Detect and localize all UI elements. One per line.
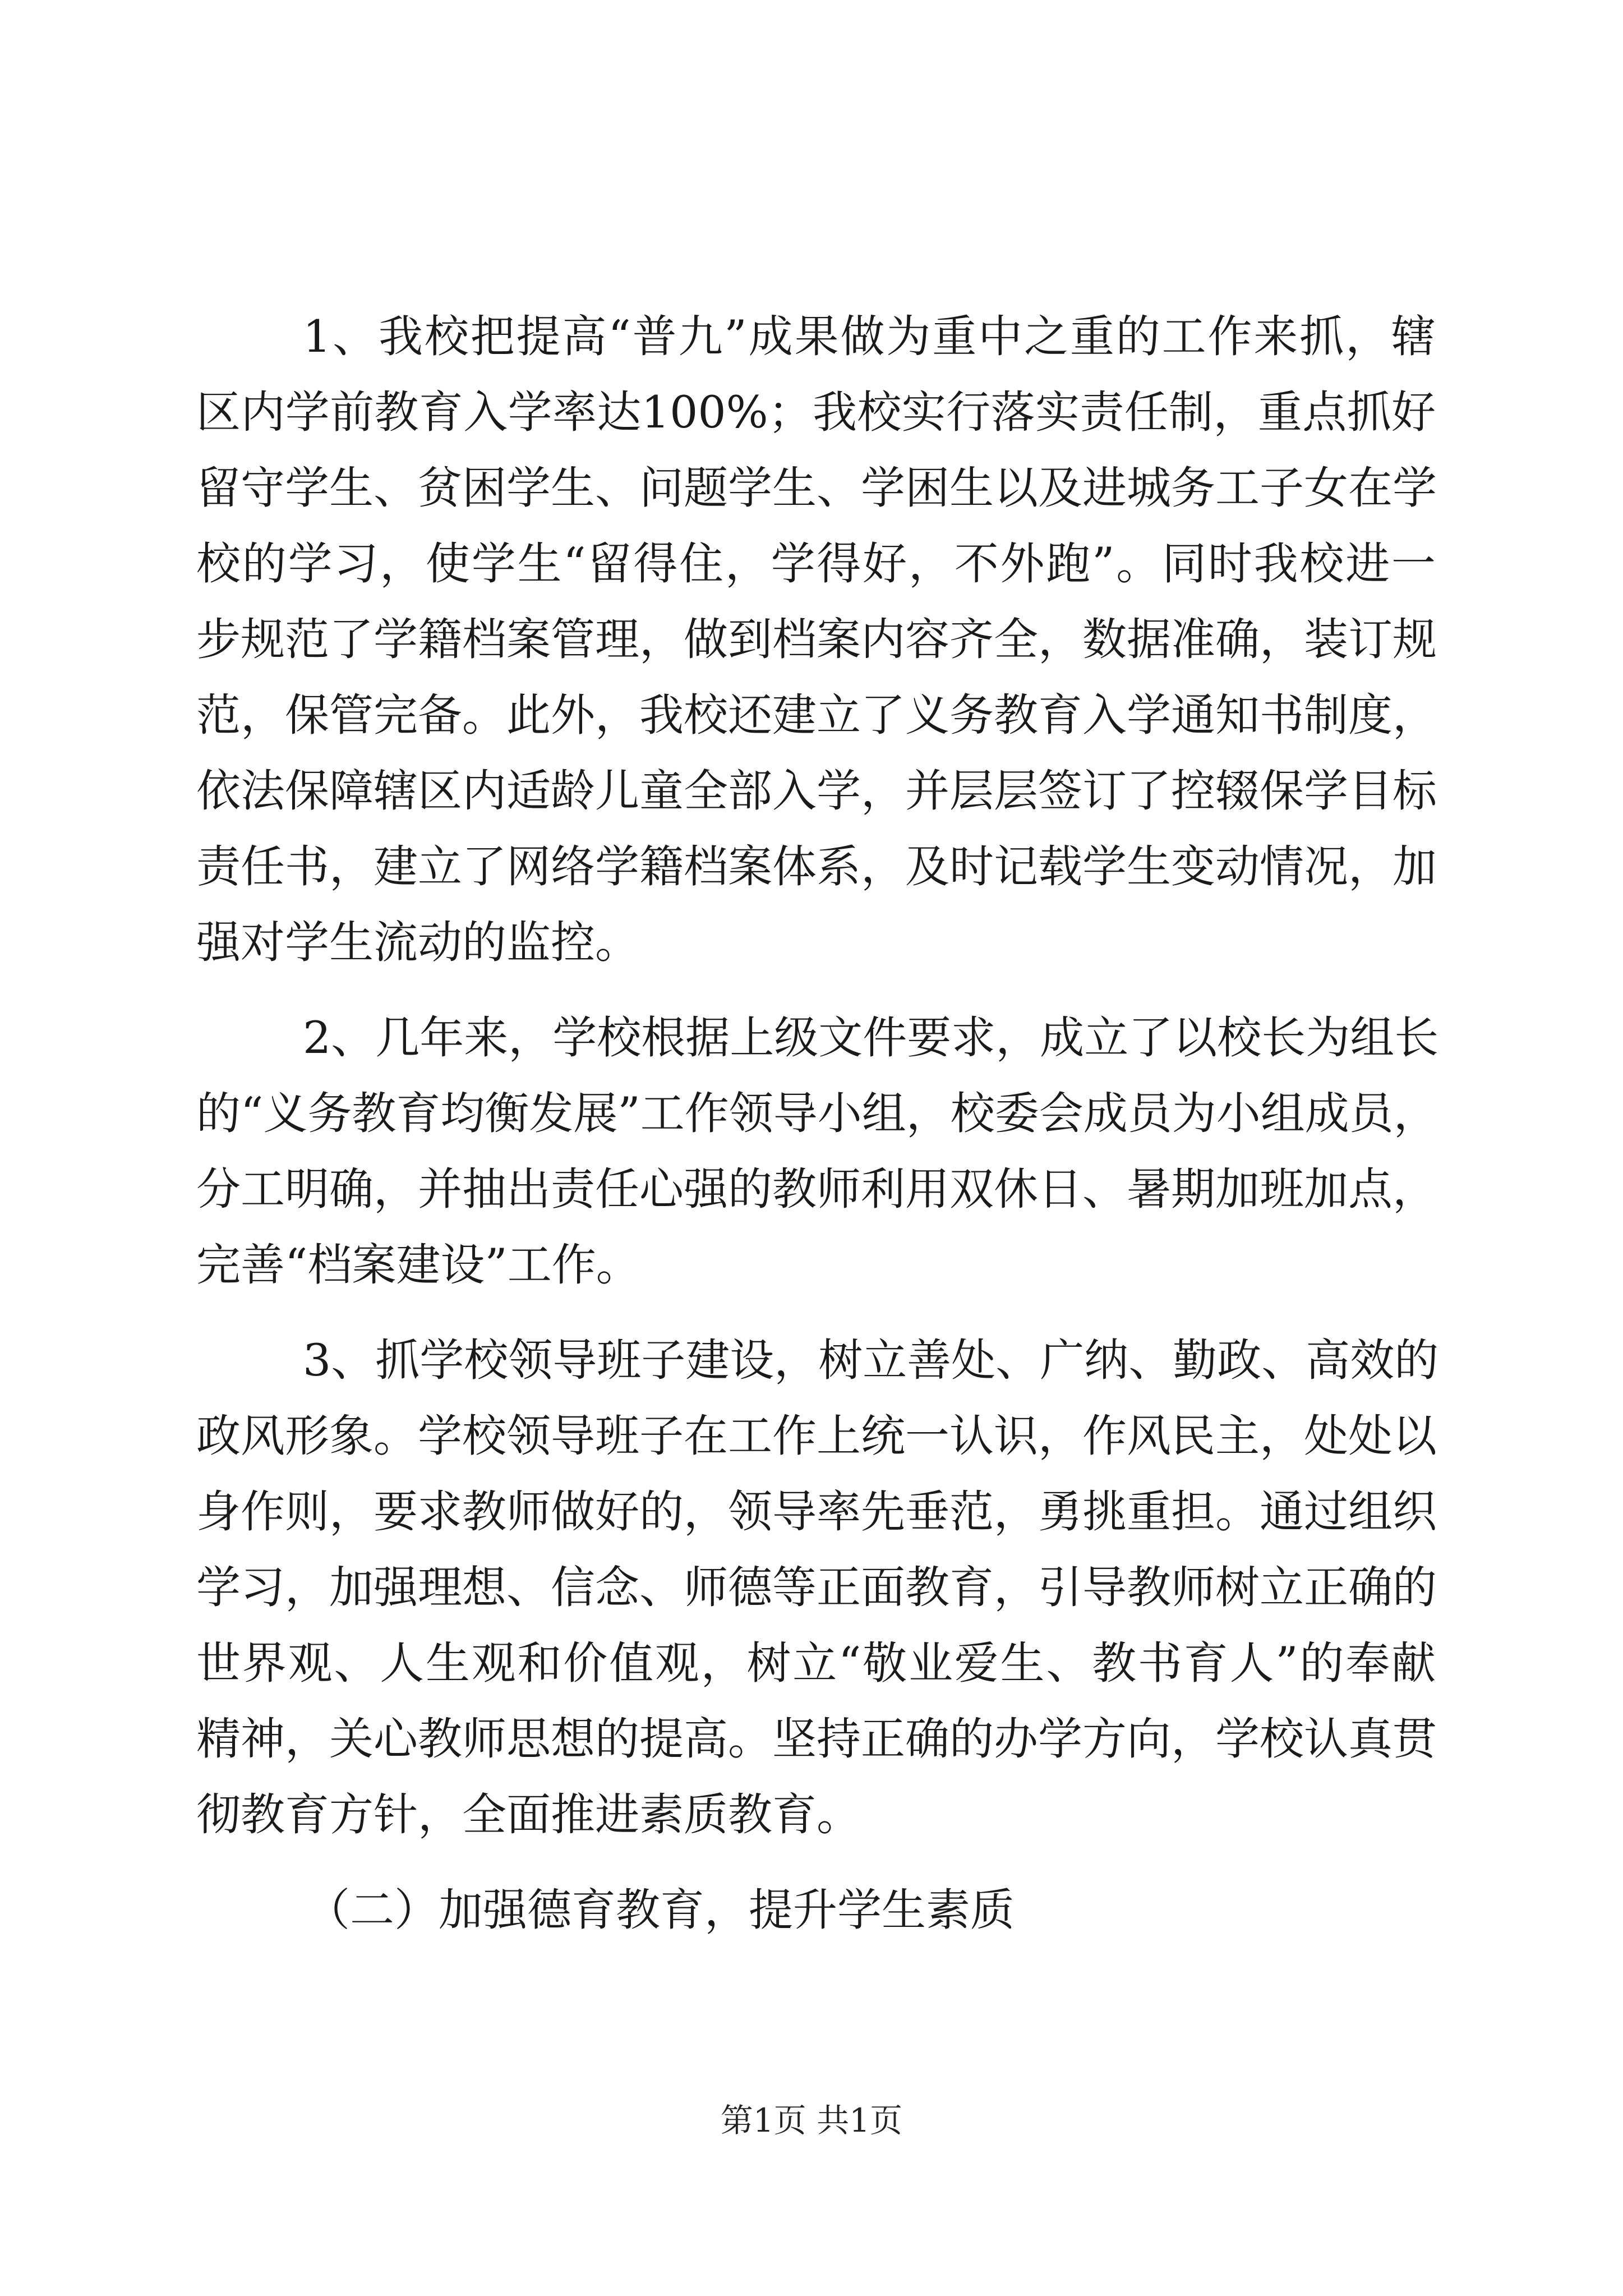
page-footer: 第1页 共1页: [720, 2101, 903, 2139]
paragraph-3-line: 精神，关心教师思想的提高。坚持正确的办学方向，学校认真贯: [196, 1713, 1437, 1765]
paragraph-2-line: 完善“档案建设”工作。: [196, 1239, 640, 1291]
paragraph-3-line: 彻教育方针，全面推进素质教育。: [196, 1789, 861, 1841]
paragraph-3-line: 世界观、人生观和价值观，树立“敬业爱生、教书育人”的奉献: [196, 1637, 1436, 1689]
paragraph-2-line: 2、几年来，学校根据上级文件要求，成立了以校长为组长: [303, 1012, 1439, 1064]
paragraph-2-line: 的“义务教育均衡发展”工作领导小组，校委会成员为小组成员，: [196, 1088, 1438, 1139]
paragraph-3-line: 3、抓学校领导班子建设，树立善处、广纳、勤政、高效的: [303, 1335, 1439, 1386]
paragraph-1-line: 依法保障辖区内适龄儿童全部入学，并层层签订了控辍保学目标: [196, 765, 1437, 817]
paragraph-3-line: 政风形象。学校领导班子在工作上统一认识，作风民主，处处以: [196, 1410, 1437, 1462]
paragraph-1-line: 步规范了学籍档案管理，做到档案内容齐全，数据准确，装订规: [196, 614, 1437, 665]
paragraph-3-line: 身作则，要求教师做好的，领导率先垂范，勇挑重担。通过组织: [196, 1486, 1437, 1538]
paragraph-3-line: 学习，加强理想、信念、师德等正面教育，引导教师树立正确的: [196, 1562, 1437, 1613]
paragraph-1-line: 留守学生、贫困学生、问题学生、学困生以及进城务工子女在学: [196, 462, 1437, 514]
paragraph-2-line: 分工明确，并抽出责任心强的教师利用双休日、暑期加班加点，: [196, 1163, 1437, 1215]
paragraph-1-line: 责任书，建立了网络学籍档案体系，及时记载学生变动情况，加: [196, 841, 1437, 892]
paragraph-1-line: 1、我校把提高“普九”成果做为重中之重的工作来抓，辖: [303, 311, 1436, 362]
paragraph-1-line: 区内学前教育入学率达100%；我校实行落实责任制，重点抓好: [196, 386, 1436, 438]
paragraph-1-line: 范，保管完备。此外，我校还建立了义务教育入学通知书制度，: [196, 689, 1437, 741]
paragraph-1-line: 校的学习，使学生“留得住，学得好，不外跑”。同时我校进一: [196, 538, 1436, 590]
paragraph-1-line: 强对学生流动的监控。: [196, 917, 639, 968]
section-heading: （二）加强德育教育，提升学生素质: [306, 1884, 1015, 1936]
